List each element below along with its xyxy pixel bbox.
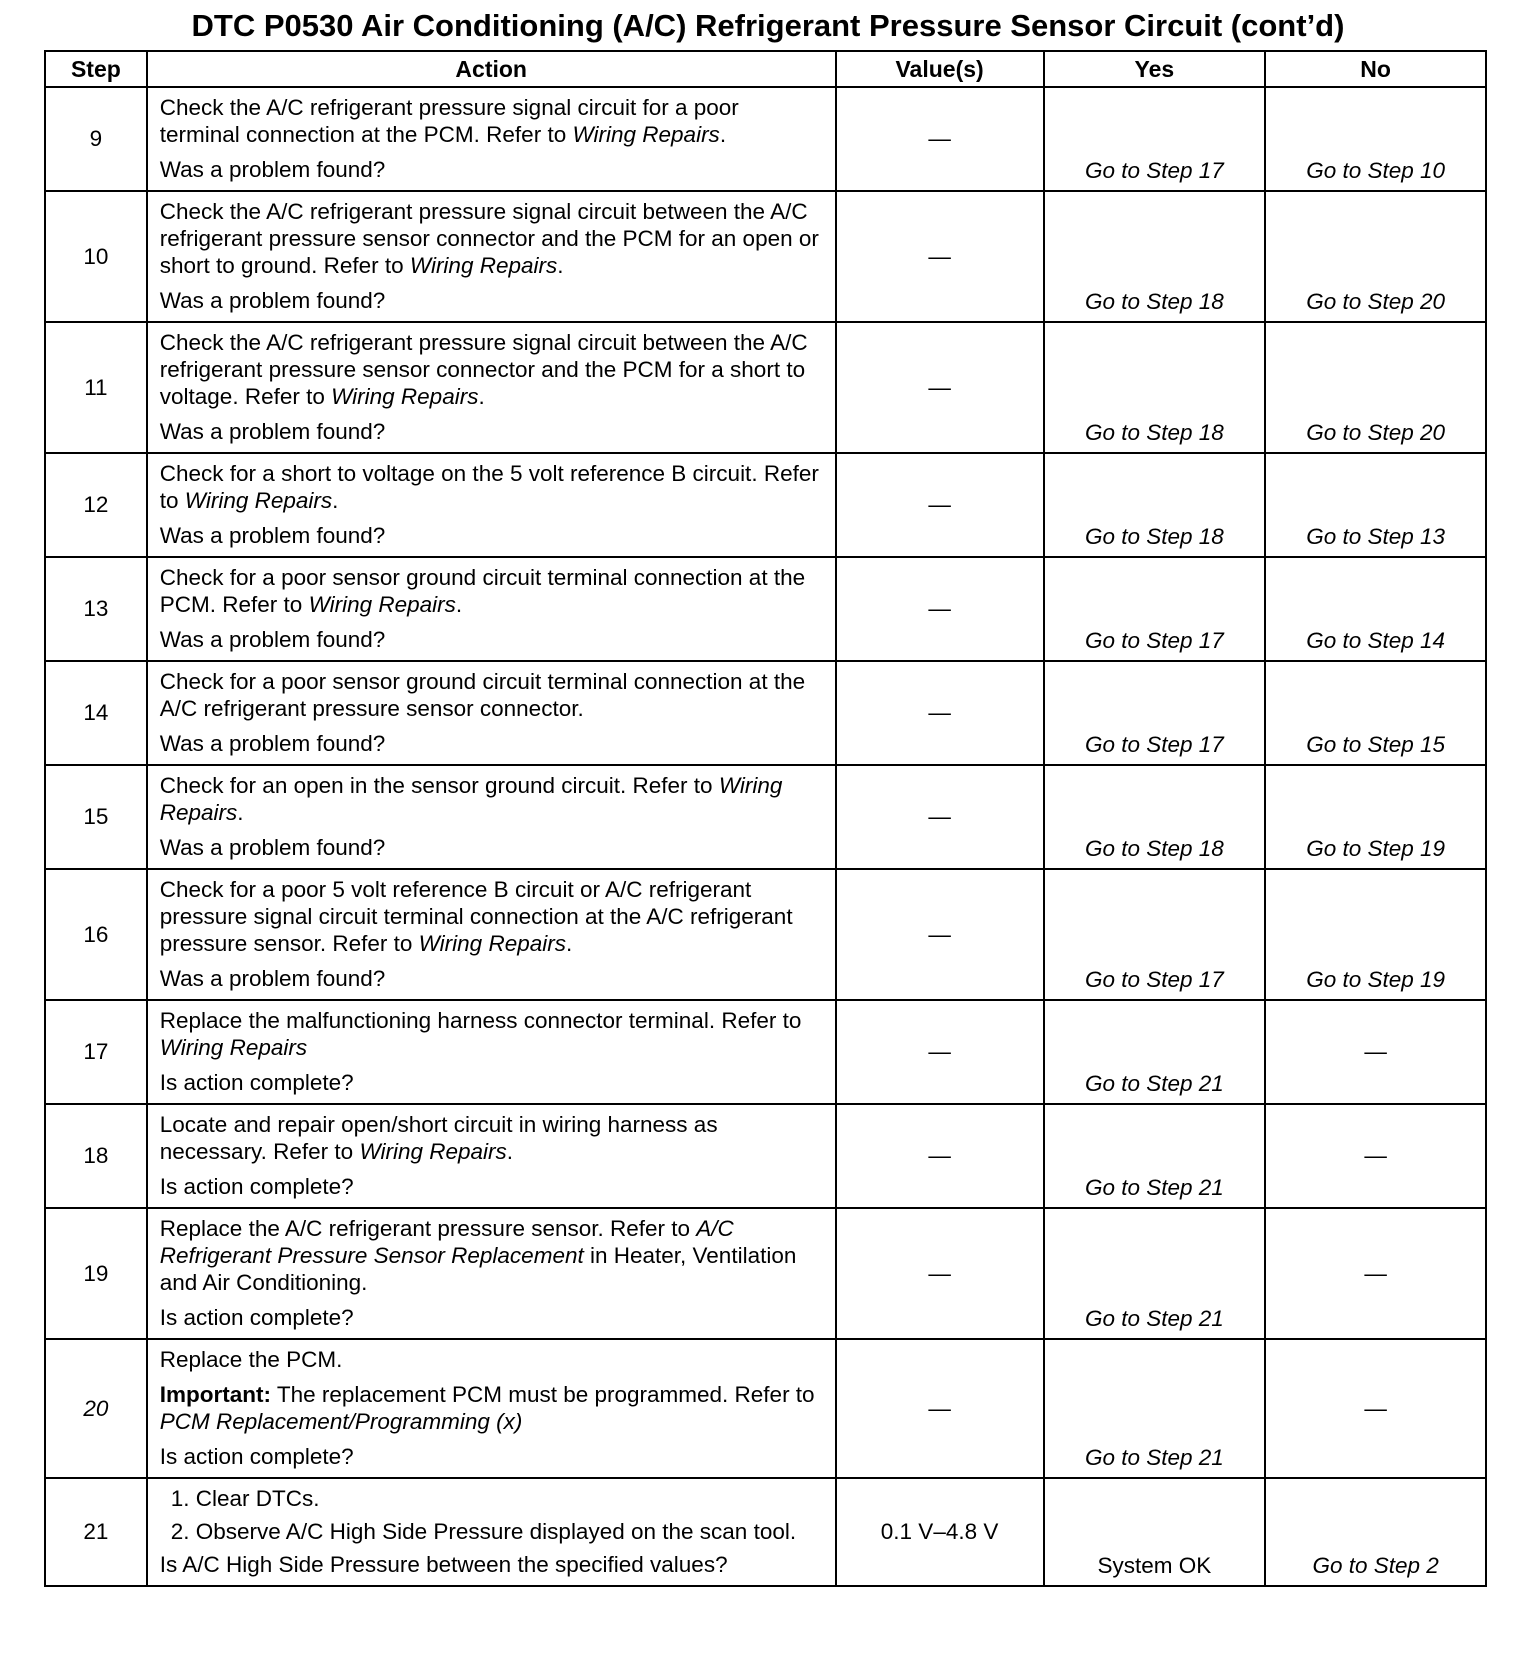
yes-cell: Go to Step 17: [1044, 869, 1266, 1000]
reference-link[interactable]: Wiring Repairs: [409, 253, 558, 278]
action-tail: .: [506, 1139, 514, 1164]
value-cell: —: [836, 765, 1044, 869]
action-cell: [147, 87, 836, 191]
action-tail: .: [237, 800, 244, 825]
table-row-step-16: [45, 869, 1486, 1000]
question-text: Is A/C High Side Pressure between the specified values?: [159, 1552, 728, 1577]
action-lead: Check the A/C refrigerant pressure signal circuit for a poor terminal connection at the PCM. Refer to: [159, 95, 739, 147]
no-cell: Go to Step 14: [1265, 557, 1486, 661]
step-number: 18: [45, 1104, 147, 1208]
step-number: 17: [45, 1000, 147, 1104]
step-number: 13: [45, 557, 147, 661]
action-text: [160, 668, 825, 722]
action-lead: Locate and repair open/short circuit in wiring harness as necessary. Refer to: [159, 1112, 718, 1164]
yes-cell: Go to Step 17: [1044, 661, 1266, 765]
value-cell: —: [836, 1104, 1044, 1208]
page-title: DTC P0530 Air Conditioning (A/C) Refrigerant Pressure Sensor Circuit (cont’d): [191, 8, 1345, 43]
yes-cell: Go to Step 17: [1044, 87, 1266, 191]
action-text: [160, 198, 825, 279]
value-cell: —: [836, 1000, 1044, 1104]
action-cell: [147, 557, 836, 661]
table-row-step-9: [45, 87, 1486, 191]
reference-link[interactable]: Wiring Repairs: [184, 488, 333, 513]
no-cell: Go to Step 20: [1265, 322, 1486, 453]
step-number: 11: [45, 322, 147, 453]
action-cell: [147, 1339, 836, 1478]
question-text: Is action complete?: [159, 1444, 354, 1469]
value-cell: —: [836, 557, 1044, 661]
step-number: 9: [45, 87, 147, 191]
yes-cell: Go to Step 18: [1044, 191, 1266, 322]
no-cell: —: [1265, 1104, 1486, 1208]
step-number: 14: [45, 661, 147, 765]
question-text: Was a problem found?: [159, 835, 386, 860]
no-cell: —: [1265, 1208, 1486, 1339]
question-text: Is action complete?: [159, 1305, 354, 1330]
action-text: [160, 876, 825, 957]
action-cell: [147, 869, 836, 1000]
action-cell: [147, 661, 836, 765]
table-row-step-11: [45, 322, 1486, 453]
header-values: Value(s): [836, 51, 1044, 87]
action-lead: Check for a poor sensor ground circuit terminal connection at the PCM. Refer to: [159, 565, 806, 617]
table-row-step-21: [45, 1478, 1486, 1586]
no-cell: —: [1265, 1339, 1486, 1478]
action-tail: .: [557, 253, 564, 278]
question-text: Was a problem found?: [159, 157, 386, 182]
yes-cell: System OK: [1044, 1478, 1266, 1586]
table-row-step-12: [45, 453, 1486, 557]
reference-link[interactable]: Wiring Repairs: [159, 773, 783, 825]
yes-cell: Go to Step 21: [1044, 1208, 1266, 1339]
action-cell: [147, 765, 836, 869]
table-row-step-10: [45, 191, 1486, 322]
action-text: [160, 94, 825, 148]
action-tail: .: [332, 488, 339, 513]
action-text: [160, 1007, 825, 1061]
table-row-step-17: [45, 1000, 1486, 1104]
value-cell: —: [836, 869, 1044, 1000]
value-cell: —: [836, 661, 1044, 765]
table-row-step-20: [45, 1339, 1486, 1478]
header-yes: Yes: [1044, 51, 1266, 87]
table-row-step-15: [45, 765, 1486, 869]
header-action: Action: [147, 51, 836, 87]
value-cell: —: [836, 87, 1044, 191]
no-cell: Go to Step 10: [1265, 87, 1486, 191]
no-cell: Go to Step 20: [1265, 191, 1486, 322]
action-lead: Check for a short to voltage on the 5 volt reference B circuit. Refer to: [159, 461, 819, 513]
yes-cell: Go to Step 21: [1044, 1000, 1266, 1104]
action-text: [160, 329, 825, 410]
no-cell: —: [1265, 1000, 1486, 1104]
reference-link[interactable]: Wiring Repairs: [159, 1035, 308, 1060]
question-text: Is action complete?: [159, 1070, 354, 1095]
action-tail: .: [719, 122, 727, 147]
diagnostic-table: [44, 50, 1487, 1587]
action-cell: [147, 1478, 836, 1586]
step-number: 15: [45, 765, 147, 869]
question-text: Is action complete?: [159, 1174, 354, 1199]
action-text: [160, 1215, 825, 1296]
reference-link[interactable]: Wiring Repairs: [331, 384, 479, 409]
important-note: [160, 1381, 825, 1435]
value-cell: —: [836, 1339, 1044, 1478]
question-text: Was a problem found?: [159, 523, 386, 548]
step-number: 10: [45, 191, 147, 322]
action-text: [160, 460, 825, 514]
step-number: 12: [45, 453, 147, 557]
reference-link[interactable]: Wiring Repairs: [308, 592, 456, 617]
no-cell: Go to Step 2: [1265, 1478, 1486, 1586]
value-cell: —: [836, 1208, 1044, 1339]
question-text: Was a problem found?: [159, 419, 386, 444]
value-cell: —: [836, 191, 1044, 322]
action-lead: Check the A/C refrigerant pressure signal circuit between the A/C refrigerant pressure sensor connector and the PCM for a short to voltage. Refer to: [159, 330, 808, 409]
action-cell: [147, 1104, 836, 1208]
yes-cell: Go to Step 18: [1044, 453, 1266, 557]
action-tail: .: [478, 384, 485, 409]
action-text: [160, 564, 825, 618]
reference-link[interactable]: Wiring Repairs: [359, 1139, 507, 1164]
action-lead: Replace the malfunctioning harness connector terminal. Refer to: [159, 1008, 802, 1033]
action-lead: Replace the A/C refrigerant pressure sensor. Refer to: [159, 1216, 697, 1241]
action-cell: [147, 453, 836, 557]
yes-cell: Go to Step 17: [1044, 557, 1266, 661]
value-cell: 0.1 V–4.8 V: [836, 1478, 1044, 1586]
step-number: 16: [45, 869, 147, 1000]
action-text: [160, 1111, 825, 1165]
action-cell: [147, 1000, 836, 1104]
step-number: 19: [45, 1208, 147, 1339]
yes-cell: Go to Step 18: [1044, 765, 1266, 869]
reference-link[interactable]: A/C Refrigerant Pressure Sensor Replacement: [159, 1216, 734, 1268]
action-cell: [147, 191, 836, 322]
question-text: Was a problem found?: [159, 288, 386, 313]
action-tail: .: [565, 931, 573, 956]
important-label: Important:: [159, 1382, 272, 1407]
reference-link[interactable]: PCM Replacement/Programming (x): [159, 1409, 523, 1434]
action-lead: Check for a poor 5 volt reference B circuit or A/C refrigerant pressure signal circuit terminal connection at the A/C refrigerant pressure sensor. Refer to: [159, 877, 793, 956]
table-row-step-14: [45, 661, 1486, 765]
yes-cell: Go to Step 21: [1044, 1104, 1266, 1208]
header-no: No: [1265, 51, 1486, 87]
action-lead: Check for an open in the sensor ground circuit. Refer to: [159, 773, 719, 798]
no-cell: Go to Step 19: [1265, 765, 1486, 869]
step-number: 21: [45, 1478, 147, 1586]
no-cell: Go to Step 15: [1265, 661, 1486, 765]
reference-link[interactable]: Wiring Repairs: [418, 931, 566, 956]
question-text: Was a problem found?: [159, 731, 386, 756]
action-tail: in Heater, Ventilation and Air Conditioning.: [159, 1243, 797, 1295]
value-cell: —: [836, 322, 1044, 453]
action-tail: .: [455, 592, 463, 617]
no-cell: Go to Step 19: [1265, 869, 1486, 1000]
action-line: Replace the PCM.: [159, 1347, 343, 1372]
instruction-list: [160, 1485, 825, 1545]
action-text: [160, 772, 825, 826]
important-text: The replacement PCM must be programmed. Refer to: [271, 1382, 815, 1407]
header-row: [45, 51, 1486, 87]
action-lead: Check for a poor sensor ground circuit terminal connection at the A/C refrigerant pressure sensor connector.: [159, 669, 806, 721]
step-number: 20: [45, 1339, 147, 1478]
no-cell: Go to Step 13: [1265, 453, 1486, 557]
question-text: Was a problem found?: [159, 966, 386, 991]
header-step: Step: [45, 51, 147, 87]
action-cell: [147, 322, 836, 453]
action-lead: Check the A/C refrigerant pressure signal circuit between the A/C refrigerant pressure sensor connector and the PCM for an open or short to ground. Refer to: [159, 199, 819, 278]
yes-cell: Go to Step 18: [1044, 322, 1266, 453]
yes-cell: Go to Step 21: [1044, 1339, 1266, 1478]
instruction-item: 2. Observe A/C High Side Pressure displayed on the scan tool.: [196, 1518, 825, 1545]
table-row-step-19: [45, 1208, 1486, 1339]
reference-link[interactable]: Wiring Repairs: [572, 122, 720, 147]
instruction-item: 1. Clear DTCs.: [196, 1485, 825, 1512]
table-row-step-13: [45, 557, 1486, 661]
value-cell: —: [836, 453, 1044, 557]
table-row-step-18: [45, 1104, 1486, 1208]
action-cell: [147, 1208, 836, 1339]
question-text: Was a problem found?: [159, 627, 386, 652]
